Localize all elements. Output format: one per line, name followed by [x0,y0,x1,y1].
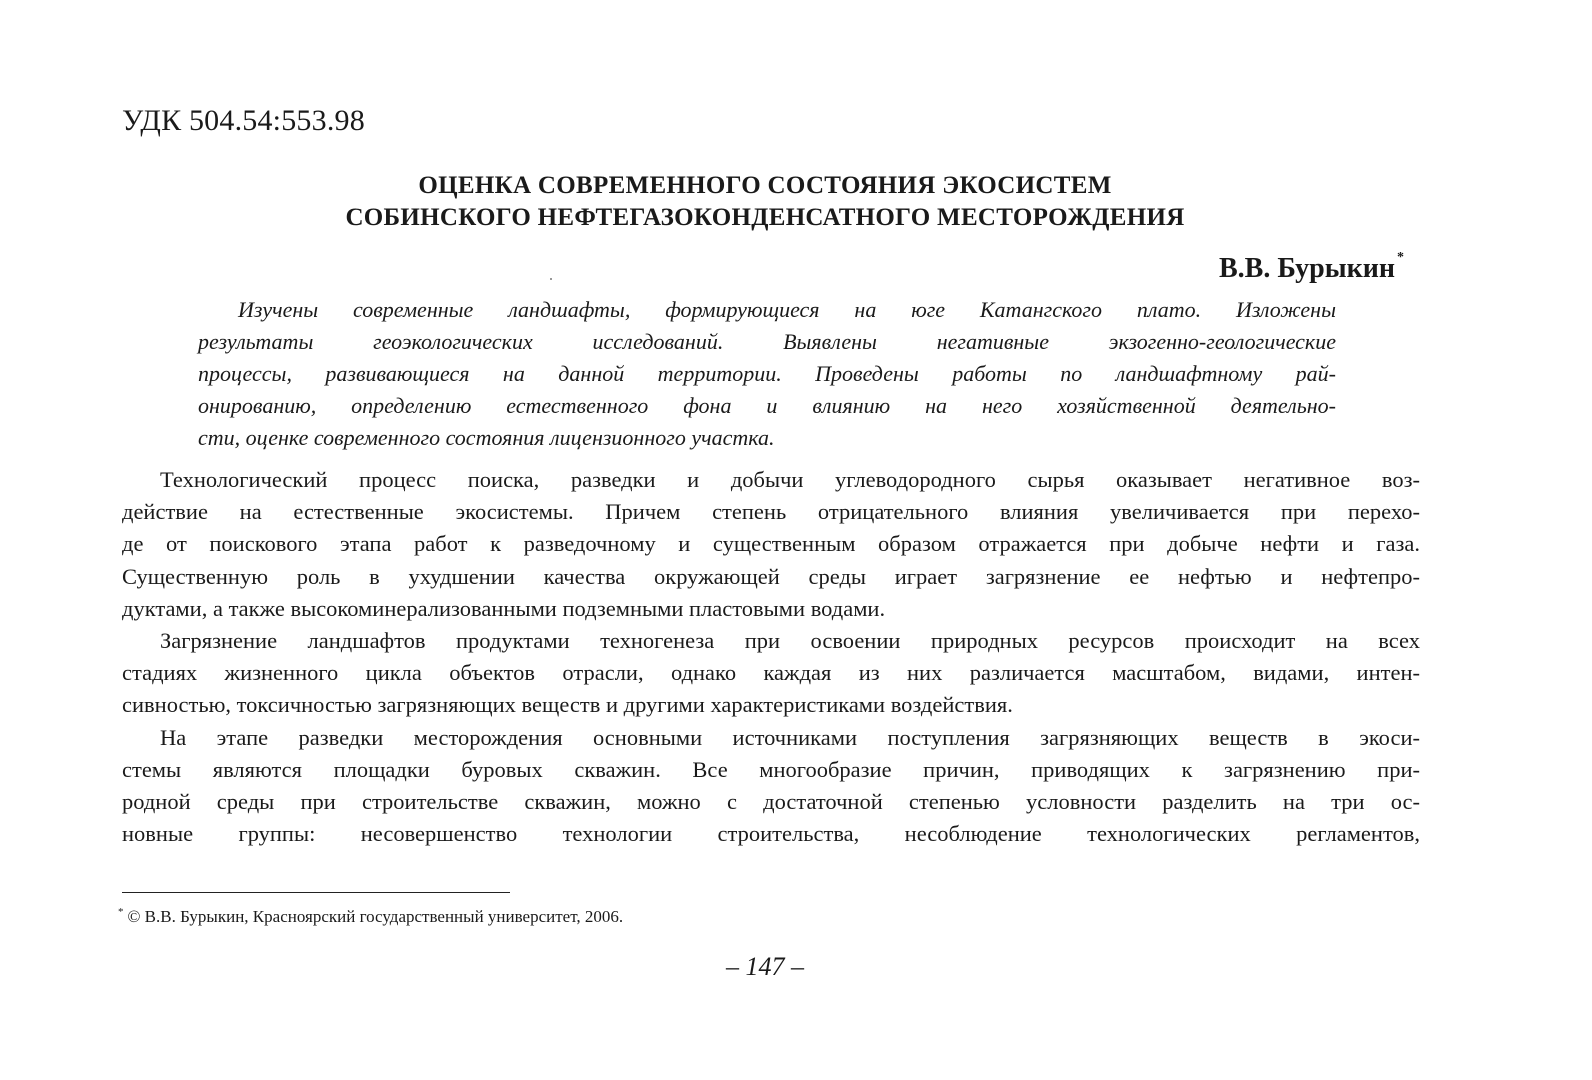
body-line: На этапе разведки месторождения основными источниками поступления загрязняющих веществ в экоси- [160,724,1420,750]
abstract-line: Изучены современные ландшафты, формирующиеся на юге Катангского плато. Изложены [238,297,1336,322]
footnote [118,906,623,927]
body-line: Загрязнение ландшафтов продуктами техногенеза при освоении природных ресурсов происходит на всех [160,627,1420,653]
body-text [122,464,1420,850]
article-title-line-1: ОЦЕНКА СОВРЕМЕННОГО СОСТОЯНИЯ ЭКОСИСТЕМ [418,172,1112,199]
page-number: – 147 – [726,952,804,981]
body-line: Существенную роль в ухудшении качества окружающей среды играет загрязнение ее нефтью и нефтепро- [122,563,1420,589]
body-line: стадиях жизненного цикла объектов отрасли, однако каждая из них различается масштабом, видами, интен- [122,660,1420,686]
footnote-text: © В.В. Бурыкин, Красноярский государственный университет, 2006. [127,907,624,926]
abstract-line: онированию, определению естественного фона и влиянию на него хозяйственной деятельно- [198,393,1336,418]
abstract [198,294,1336,454]
body-line: новные группы: несовершенство технологии строительства, несоблюдение технологических регламентов, [122,821,1420,847]
body-line: дуктами, а также высокоминерализованными подземными пластовыми водами. [122,595,886,621]
article-title-line-2: СОБИНСКОГО НЕФТЕГАЗОКОНДЕНСАТНОГО МЕСТОРОЖДЕНИЯ [345,204,1185,231]
abstract-line: результаты геоэкологических исследований. Выявлены негативные экзогенно-геологические [198,329,1336,354]
abstract-line: сти, оценке современного состояния лицензионного участка. [198,425,775,450]
footnote-mark: * [118,906,124,918]
author-name: В.В. Бурыкин [1219,253,1395,284]
body-line: Технологический процесс поиска, разведки и добычи углеводородного сырья оказывает негативное воз- [160,467,1420,492]
body-line: родной среды при строительстве скважин, можно с достаточной степенью условности разделить на три ос- [122,788,1420,814]
body-line: сивностью, токсичностью загрязняющих веществ и другими характеристиками воздействия. [122,692,1013,718]
author-footnote-mark: * [1397,250,1404,265]
body-line: де от поискового этапа работ к разведочному и существенным образом отражается при добыче нефти и газа. [122,531,1420,557]
body-line: стемы являются площадки буровых скважин. Все многообразие причин, приводящих к загрязнению при- [122,756,1420,782]
scan-speck [550,278,552,280]
body-line: действие на естественные экосистемы. Причем степень отрицательного влияния увеличивается при перехо- [122,499,1420,525]
udk-code: УДК 504.54:553.98 [122,104,365,137]
author-byline [1219,250,1404,285]
abstract-line: процессы, развивающиеся на данной территории. Проведены работы по ландшафтному рай- [198,361,1336,386]
footnote-rule [122,892,510,893]
